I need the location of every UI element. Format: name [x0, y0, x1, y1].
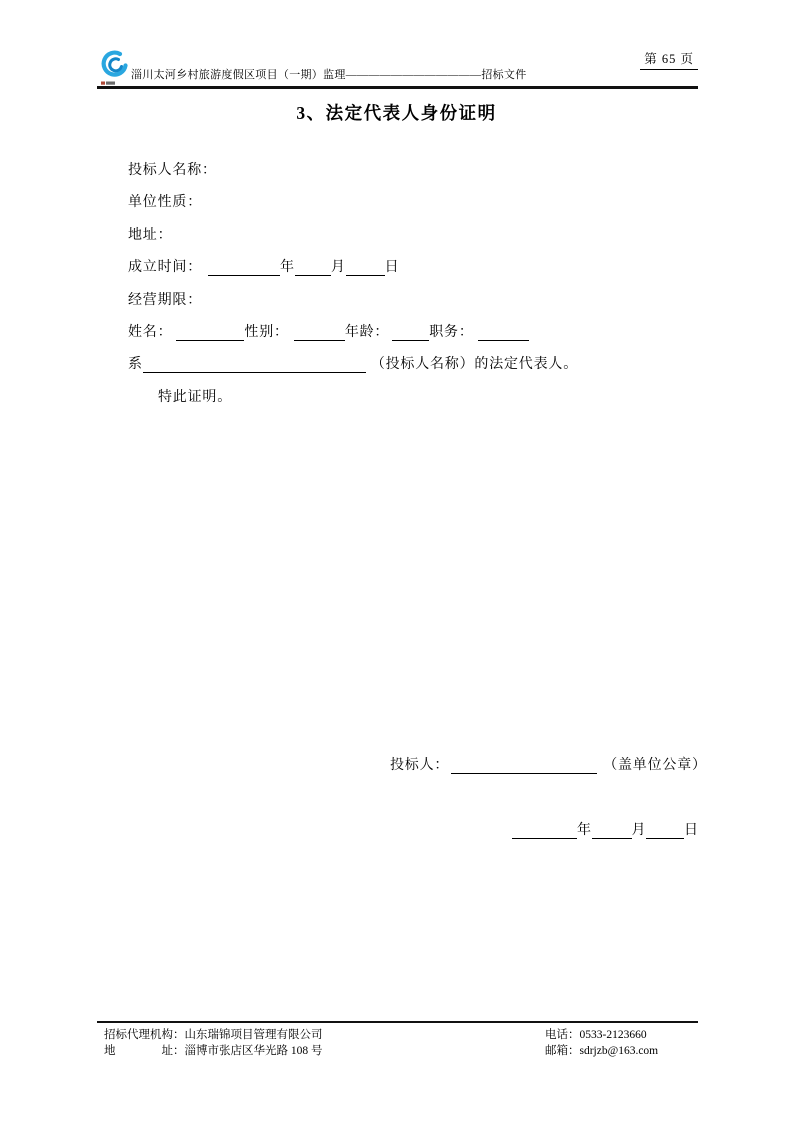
footer-row-1 — [104, 1027, 665, 1043]
unit-nature-label: 单位性质： — [128, 195, 202, 211]
blank-signature — [451, 759, 597, 774]
is-suffix-label: （投标人名称）的法定代表人。 — [370, 357, 579, 373]
footer — [104, 1027, 665, 1059]
certificate-form — [128, 159, 578, 418]
blank-name — [176, 326, 244, 341]
position-label: 职务： — [429, 324, 474, 340]
header-line — [131, 66, 527, 82]
bidder-name-line — [128, 159, 578, 179]
name-label: 姓名： — [128, 324, 173, 340]
footer-address-value: 淄博市张店区华光路 108 号 — [184, 1045, 323, 1057]
blank-gender — [294, 326, 345, 341]
representative-line — [128, 353, 578, 373]
month-label: 月 — [330, 260, 346, 276]
is-prefix-label: 系 — [128, 357, 143, 373]
date-line — [512, 819, 699, 839]
blank-bidder-name — [143, 358, 366, 373]
page-title: 3、法定代表人身份证明 — [296, 103, 497, 123]
blank-date-month — [592, 824, 632, 839]
footer-phone — [545, 1027, 647, 1043]
header-dashes: ———————————— — [345, 69, 482, 81]
header-doc-type: 招标文件 — [481, 69, 527, 81]
page-number: 第 65 页 — [640, 49, 698, 70]
founding-date-line — [128, 256, 578, 276]
date-day-label: 日 — [684, 823, 699, 838]
gender-label: 性别： — [244, 324, 289, 340]
business-term-label: 经营期限： — [128, 292, 202, 308]
address-label: 地址： — [128, 227, 173, 243]
signature-bidder-label: 投标人： — [390, 758, 450, 773]
certify-line — [158, 386, 578, 406]
certify-label: 特此证明。 — [158, 389, 232, 405]
age-label: 年龄： — [344, 324, 390, 340]
address-line — [128, 224, 578, 244]
header-rule — [97, 86, 698, 89]
footer-rule — [97, 1021, 698, 1023]
footer-row-2 — [104, 1043, 665, 1059]
date-month-label: 月 — [631, 823, 646, 838]
footer-email-label: 邮箱： — [545, 1045, 580, 1057]
person-info-line — [128, 321, 578, 341]
date-year-label: 年 — [577, 823, 592, 838]
founding-date-label: 成立时间： — [128, 260, 202, 276]
seal-note: （盖单位公章） — [603, 758, 707, 773]
blank-founding-month — [295, 261, 331, 276]
unit-nature-line — [128, 191, 578, 211]
footer-agency-name: 山东瑞锦项目管理有限公司 — [184, 1029, 323, 1041]
year-label: 年 — [280, 260, 295, 276]
blank-founding-year — [208, 261, 280, 276]
footer-address-label: 地 址： — [104, 1045, 185, 1057]
footer-email-value: sdrjzb@163.com — [579, 1045, 659, 1057]
blank-founding-day — [346, 261, 385, 276]
blank-date-year — [512, 824, 577, 839]
footer-agency-label: 招标代理机构： — [104, 1029, 185, 1041]
header-project-title: 淄川太河乡村旅游度假区项目（一期）监理 — [131, 69, 346, 81]
day-label: 日 — [384, 260, 400, 276]
business-term-line — [128, 289, 578, 309]
bidder-name-label: 投标人名称： — [128, 163, 217, 178]
footer-phone-value: 0533-2123660 — [579, 1029, 647, 1041]
blank-age — [392, 326, 429, 341]
blank-position — [478, 326, 529, 341]
company-logo-icon — [99, 50, 129, 87]
signature-line — [390, 754, 707, 774]
blank-date-day — [646, 824, 684, 839]
footer-email — [545, 1043, 658, 1059]
footer-address — [104, 1043, 545, 1059]
footer-agency — [104, 1027, 545, 1043]
footer-phone-label: 电话： — [545, 1029, 580, 1041]
